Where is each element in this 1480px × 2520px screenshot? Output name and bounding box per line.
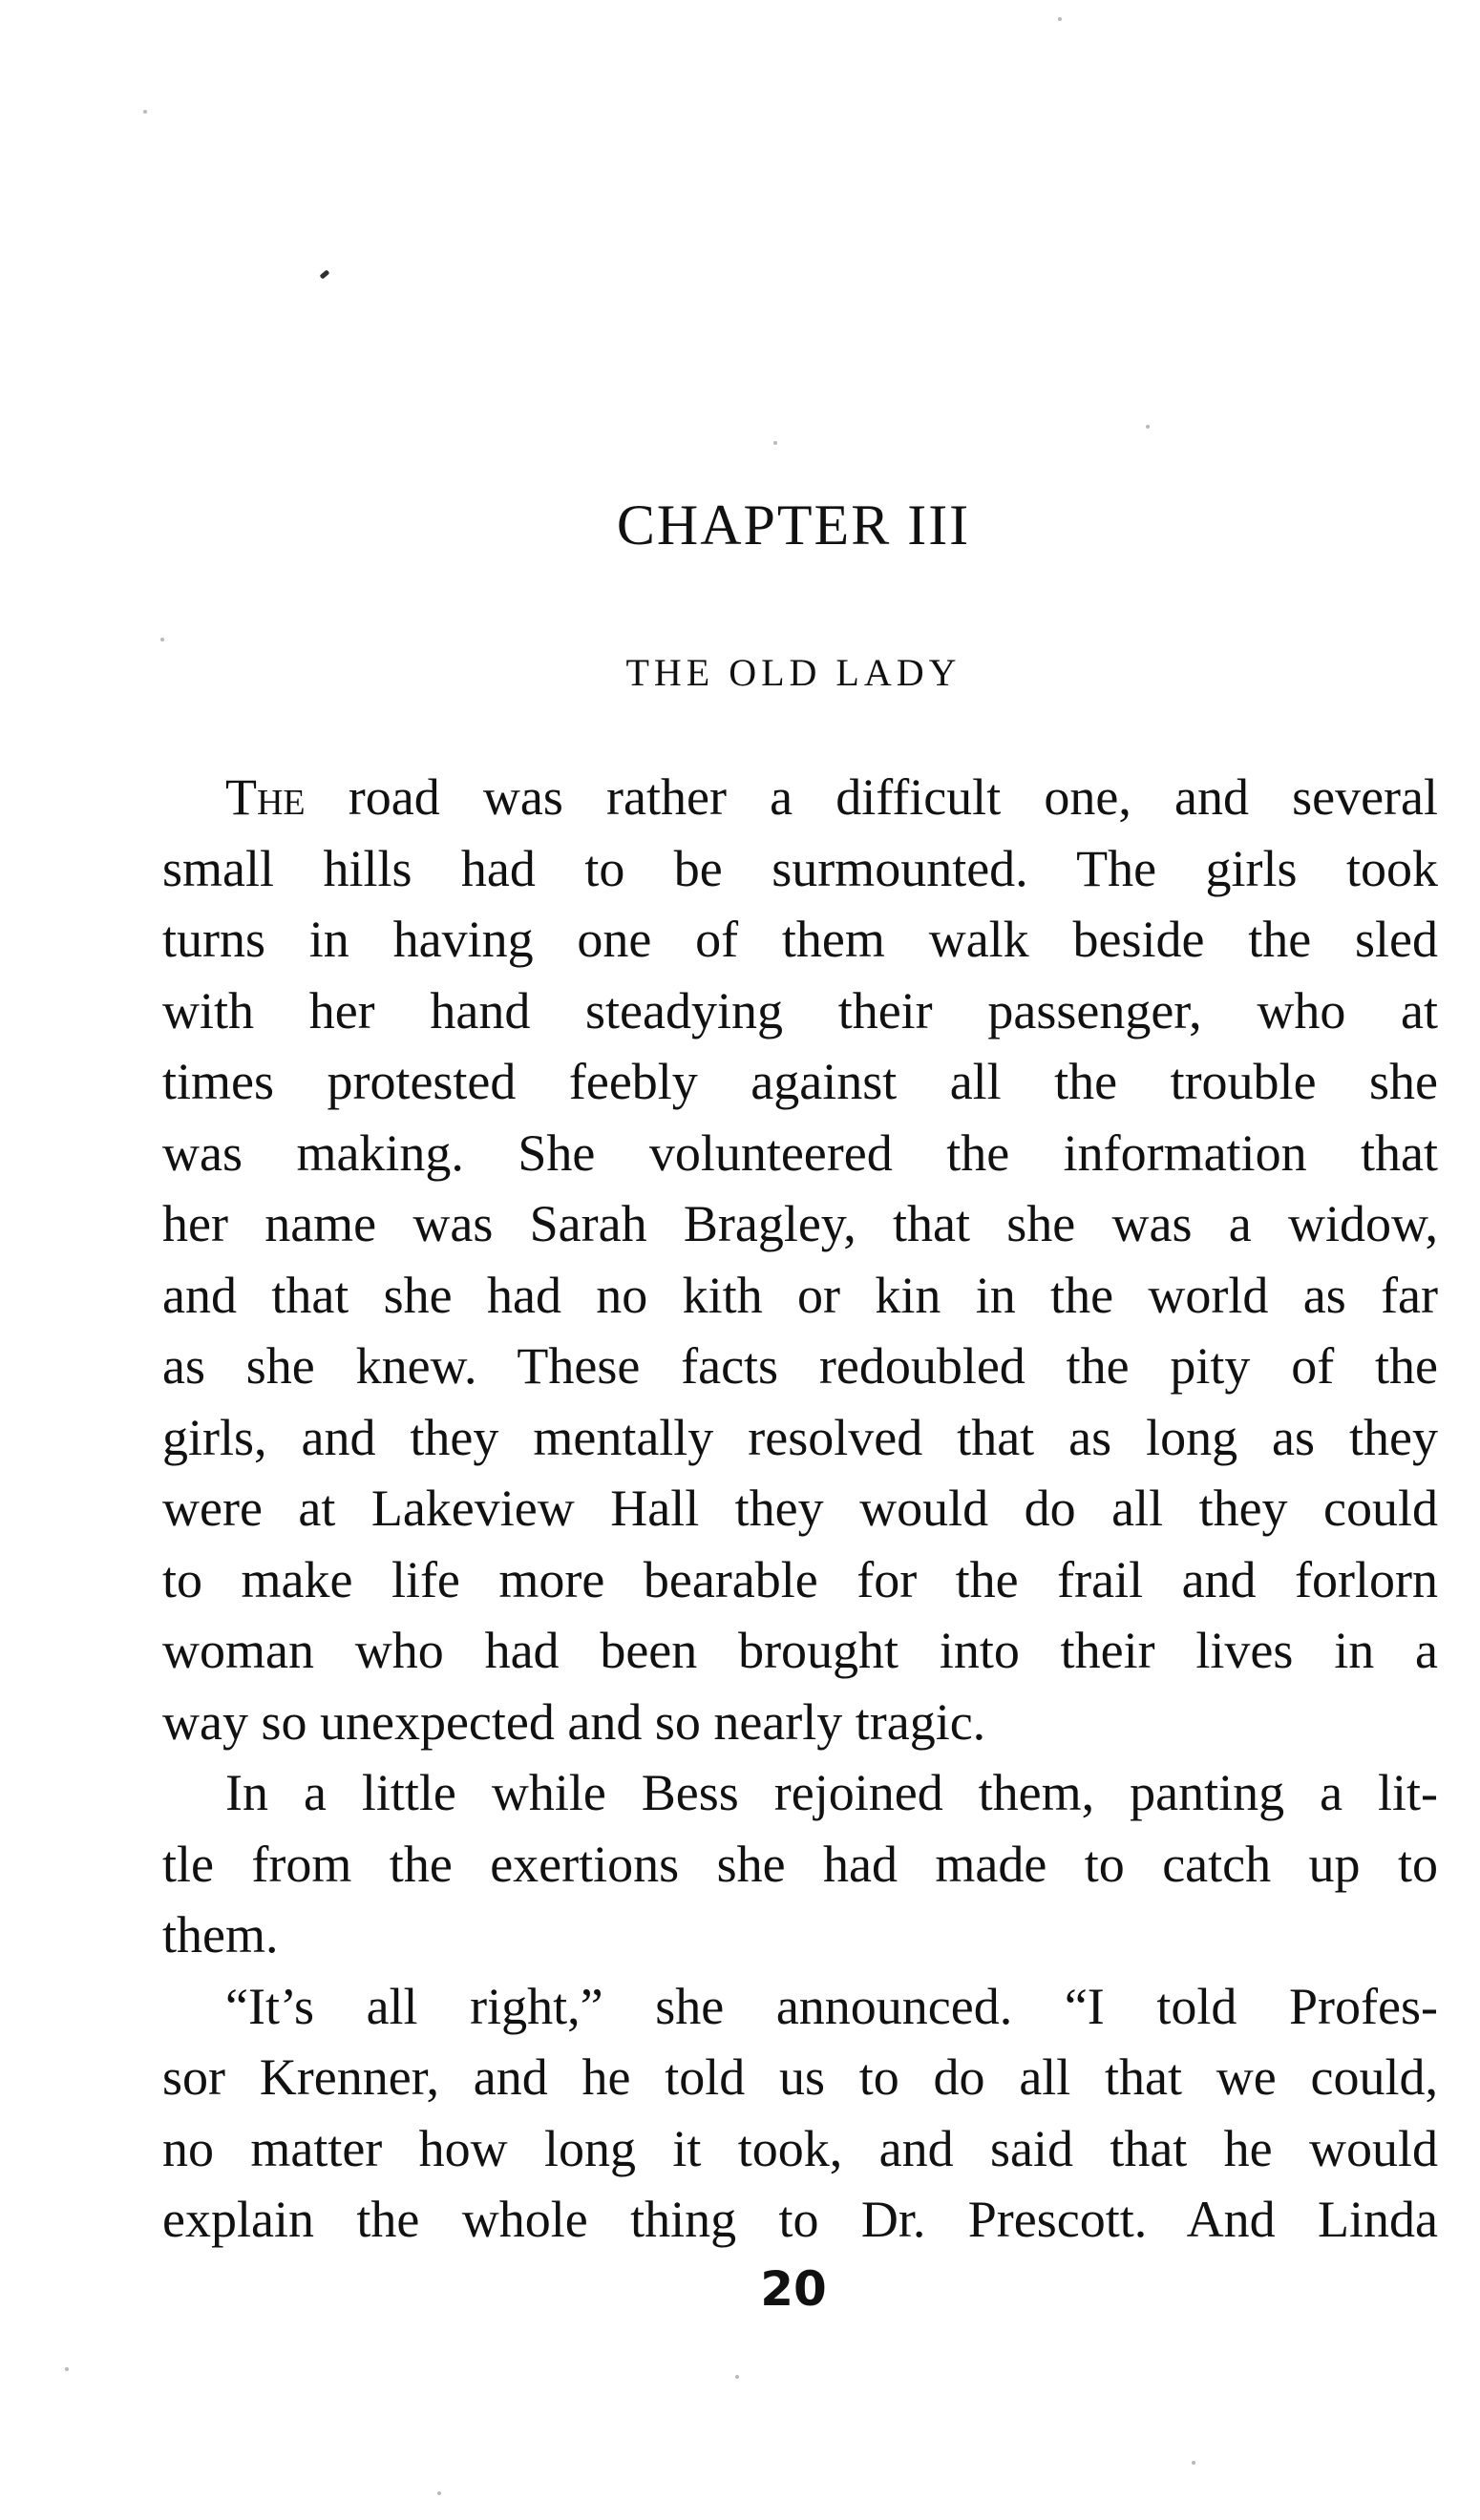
text-line: to make life more bearable for the frail and forlorn [162,1550,1438,1608]
text-line: no matter how long it took, and said that he would [162,2119,1438,2177]
paragraph-2 [162,1757,1438,1971]
text-line: with her hand steadying their passenger, who at [162,981,1438,1040]
chapter-subtitle: THE OLD LADY [625,651,962,694]
paragraph-1 [162,762,1438,1757]
chapter-heading: CHAPTER III [616,494,971,556]
text-line: In a little while Bess rejoined them, panting a lit- [225,1764,1438,1821]
text-line: turns in having one of them walk beside the sled [162,911,1438,968]
text-line: girls, and they mentally resolved that as long as they [162,1408,1438,1466]
scan-speck [1192,2461,1195,2465]
text-line: woman who had been brought into their lives in a [162,1622,1438,1679]
scan-speck [437,2491,441,2495]
scan-speck [773,441,777,445]
text-line: way so unexpected and so nearly tragic. [162,1692,986,1751]
text-line: her name was Sarah Bragley, that she was a widow, [162,1195,1438,1252]
body-text [162,762,1438,2256]
text-line: and that she had no kith or kin in the world as far [162,1266,1438,1324]
text-line: times protested feebly against all the trouble she [162,1053,1438,1110]
text-line: as she knew. These facts redoubled the pity of the [162,1337,1438,1395]
text-line: small hills had to be surmounted. The girls took [162,839,1438,897]
scan-speck [143,110,147,114]
text-line-content: road was rather a difficult one, and several [348,768,1438,826]
lead-word: The [225,768,306,826]
text-line: tle from the exertions she had made to catch up to [162,1835,1438,1893]
scan-speck [735,2375,739,2379]
scan-speck [160,638,164,641]
scan-mark [320,269,330,279]
scan-speck [65,2367,69,2371]
text-line: them. [162,1906,279,1964]
text-line: were at Lakeview Hall they would do all they could [162,1480,1438,1537]
text-line: sor Krenner, and he told us to do all that we could, [162,2048,1438,2106]
paragraph-3 [162,1971,1438,2256]
page-number: 20 [760,2261,827,2317]
text-line: was making. She volunteered the information that [162,1124,1438,1182]
text-line: “It’s all right,” she announced. “I told Profes- [225,1977,1438,2035]
scan-speck [1146,425,1150,429]
text-line: explain the whole thing to Dr. Prescott. And Linda [162,2191,1438,2248]
scan-speck [1058,17,1062,21]
text-line [162,762,1438,833]
